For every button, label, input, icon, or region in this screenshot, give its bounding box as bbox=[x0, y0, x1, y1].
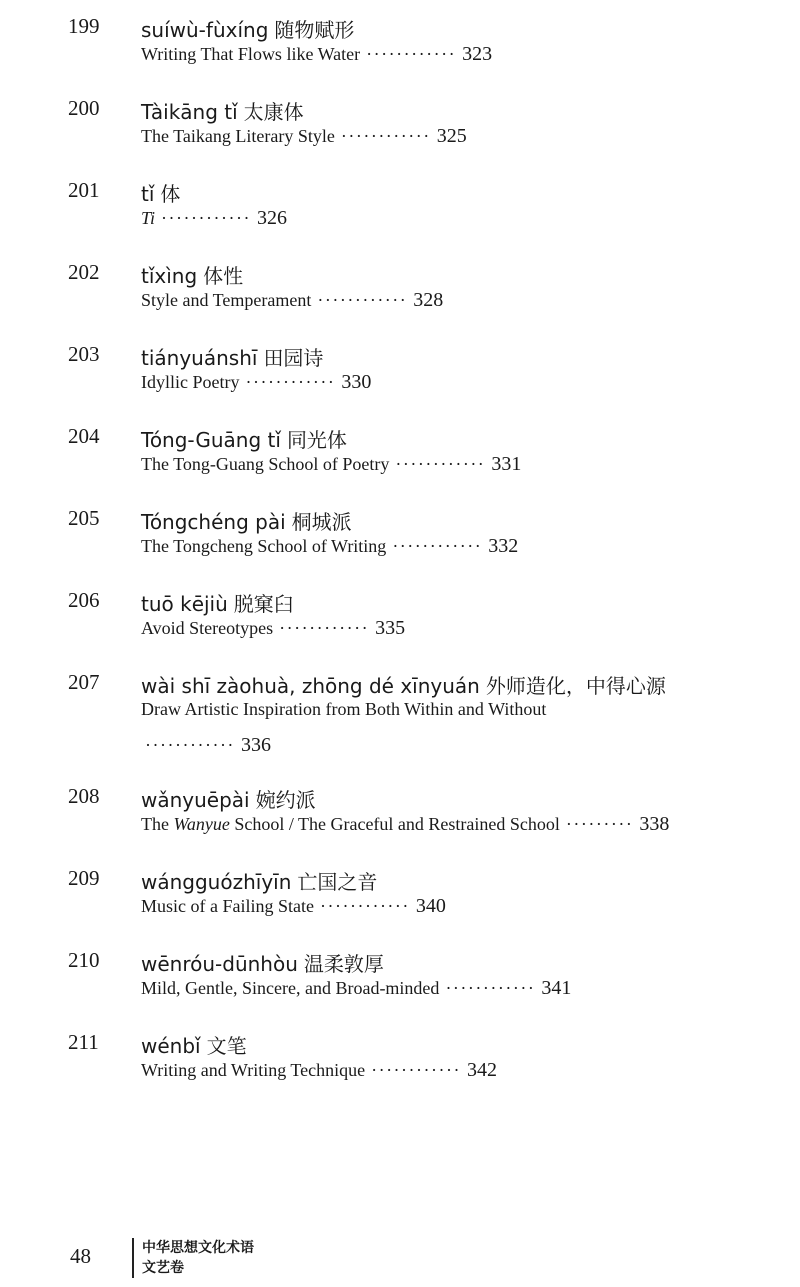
entry-heading bbox=[141, 588, 294, 617]
entry-heading bbox=[141, 14, 354, 43]
entry-number: 209 bbox=[68, 866, 100, 890]
entry-chinese: 温柔敦厚 bbox=[303, 952, 384, 976]
entry-english-line bbox=[141, 125, 467, 148]
entry-english-line bbox=[141, 289, 443, 312]
entry-heading bbox=[141, 506, 352, 535]
entry-pinyin: wénbǐ bbox=[141, 1034, 201, 1058]
entry-heading bbox=[141, 670, 666, 699]
entry-english: Music of a Failing State bbox=[141, 896, 314, 916]
entry-number: 205 bbox=[68, 506, 100, 530]
entry-number: 208 bbox=[68, 784, 100, 808]
entry-english-line bbox=[141, 617, 405, 640]
entry-heading bbox=[141, 260, 243, 289]
entry-english: The Tongcheng School of Writing bbox=[141, 536, 387, 556]
entry-number: 207 bbox=[68, 670, 100, 694]
entry-heading bbox=[141, 424, 347, 453]
entry-chinese: 婉约派 bbox=[255, 788, 316, 812]
leader-dots: ············ bbox=[371, 1060, 462, 1080]
entry-chinese: 脱窠臼 bbox=[233, 592, 294, 616]
entry-english-line bbox=[141, 977, 571, 1000]
entry-english: The Tong-Guang School of Poetry bbox=[141, 454, 390, 474]
entry-chinese: 亡国之音 bbox=[297, 870, 378, 894]
entry-english-italic: Wanyue bbox=[173, 814, 230, 834]
series-title bbox=[142, 1238, 254, 1278]
series-title-line2: 文艺卷 bbox=[142, 1260, 184, 1276]
entry-english-line bbox=[141, 535, 518, 558]
leader-dots: ············ bbox=[145, 735, 235, 755]
entry-number: 206 bbox=[68, 588, 100, 612]
entry-heading bbox=[141, 784, 316, 813]
entry-heading bbox=[141, 1030, 247, 1059]
entry-pinyin: tiányuánshī bbox=[141, 346, 258, 370]
entry-chinese: 体性 bbox=[203, 264, 244, 288]
entry-page: 342 bbox=[467, 1059, 498, 1081]
entry-english-line bbox=[141, 813, 669, 836]
entry-english-line bbox=[141, 43, 492, 66]
entry-page: 335 bbox=[375, 617, 406, 639]
entry-page: 330 bbox=[341, 371, 372, 393]
entry-number: 211 bbox=[68, 1030, 99, 1054]
leader-dots: ············ bbox=[392, 536, 483, 556]
entry-number: 210 bbox=[68, 948, 100, 972]
entry-page: 340 bbox=[415, 895, 446, 917]
entry-english-line bbox=[141, 207, 287, 230]
entry-page: 323 bbox=[462, 43, 493, 65]
entry-english: Writing That Flows like Water bbox=[141, 44, 361, 64]
entry-english-line bbox=[141, 699, 546, 720]
entry-english: Ti bbox=[141, 208, 156, 228]
entry-pinyin: Tóngchéng pài bbox=[141, 510, 286, 534]
leader-dots: ············ bbox=[319, 896, 410, 916]
entry-page: 328 bbox=[413, 289, 444, 311]
entry-english: Avoid Stereotypes bbox=[141, 618, 274, 638]
leader-dots: ············ bbox=[279, 618, 370, 638]
leader-dots: ············ bbox=[395, 454, 486, 474]
entry-english: Writing and Writing Technique bbox=[141, 1060, 366, 1080]
entry-page: 326 bbox=[256, 207, 287, 229]
leader-dots: ········· bbox=[565, 814, 634, 834]
series-title-line1: 中华思想文化术语 bbox=[142, 1240, 254, 1256]
entry-pinyin: tǐxìng bbox=[141, 264, 198, 288]
footer-divider bbox=[132, 1238, 134, 1278]
entry-heading bbox=[141, 866, 377, 895]
entry-page: 332 bbox=[488, 535, 519, 557]
entry-page: 341 bbox=[541, 977, 572, 999]
entry-chinese: 文笔 bbox=[206, 1034, 247, 1058]
entry-heading bbox=[141, 178, 180, 207]
entry-chinese: 桐城派 bbox=[291, 510, 352, 534]
entry-chinese: 体 bbox=[160, 182, 181, 206]
entry-number: 200 bbox=[68, 96, 100, 120]
entry-pinyin: wài shī zàohuà, zhōng dé xīnyuán bbox=[141, 674, 480, 698]
entry-chinese: 同光体 bbox=[286, 428, 347, 452]
entry-pinyin: wǎnyuēpài bbox=[141, 788, 250, 812]
entry-pinyin: wēnróu-dūnhòu bbox=[141, 952, 298, 976]
entry-number: 201 bbox=[68, 178, 100, 202]
entry-number: 199 bbox=[68, 14, 100, 38]
entry-english: Style and Temperament bbox=[141, 290, 312, 310]
entry-english-line bbox=[141, 895, 446, 918]
entry-heading bbox=[141, 342, 323, 371]
entry-english-line-continued bbox=[141, 734, 271, 757]
entry-pinyin: Tàikāng tǐ bbox=[141, 100, 238, 124]
entry-english-line bbox=[141, 1059, 497, 1082]
entry-english: Draw Artistic Inspiration from Both Within and Without bbox=[141, 699, 547, 719]
entry-english-line bbox=[141, 371, 371, 394]
entry-heading bbox=[141, 948, 384, 977]
entry-page: 325 bbox=[436, 125, 467, 147]
leader-dots: ············ bbox=[161, 208, 251, 228]
leader-dots: ············ bbox=[317, 290, 408, 310]
entry-pinyin: tuō kējiù bbox=[141, 592, 228, 616]
entry-chinese: 田园诗 bbox=[263, 346, 324, 370]
leader-dots: ············ bbox=[245, 372, 336, 392]
leader-dots: ············ bbox=[445, 978, 536, 998]
entry-pinyin: Tóng-Guāng tǐ bbox=[141, 428, 281, 452]
entry-number: 204 bbox=[68, 424, 100, 448]
entry-page: 331 bbox=[491, 453, 522, 475]
entry-page: 338 bbox=[639, 813, 670, 835]
leader-dots: ············ bbox=[366, 44, 457, 64]
entry-page: 336 bbox=[240, 734, 271, 756]
entry-english: Idyllic Poetry bbox=[141, 372, 240, 392]
entry-heading bbox=[141, 96, 304, 125]
entry-english-line bbox=[141, 453, 521, 476]
entry-pinyin: suíwù-fùxíng bbox=[141, 18, 269, 42]
leader-dots: ············ bbox=[340, 126, 431, 146]
entry-pinyin: tǐ bbox=[141, 182, 155, 206]
page-number: 48 bbox=[70, 1244, 91, 1268]
entry-english-suffix: School / The Graceful and Restrained School bbox=[229, 814, 560, 834]
entry-chinese: 随物赋形 bbox=[274, 18, 355, 42]
entry-number: 202 bbox=[68, 260, 100, 284]
entry-chinese: 太康体 bbox=[243, 100, 304, 124]
entry-english: Mild, Gentle, Sincere, and Broad-minded bbox=[141, 978, 440, 998]
entry-english-prefix: The bbox=[141, 814, 174, 834]
entry-number: 203 bbox=[68, 342, 100, 366]
entry-pinyin: wángguózhīyīn bbox=[141, 870, 292, 894]
entry-english: The Taikang Literary Style bbox=[141, 126, 335, 146]
entry-chinese: 外师造化，中得心源 bbox=[485, 674, 666, 698]
